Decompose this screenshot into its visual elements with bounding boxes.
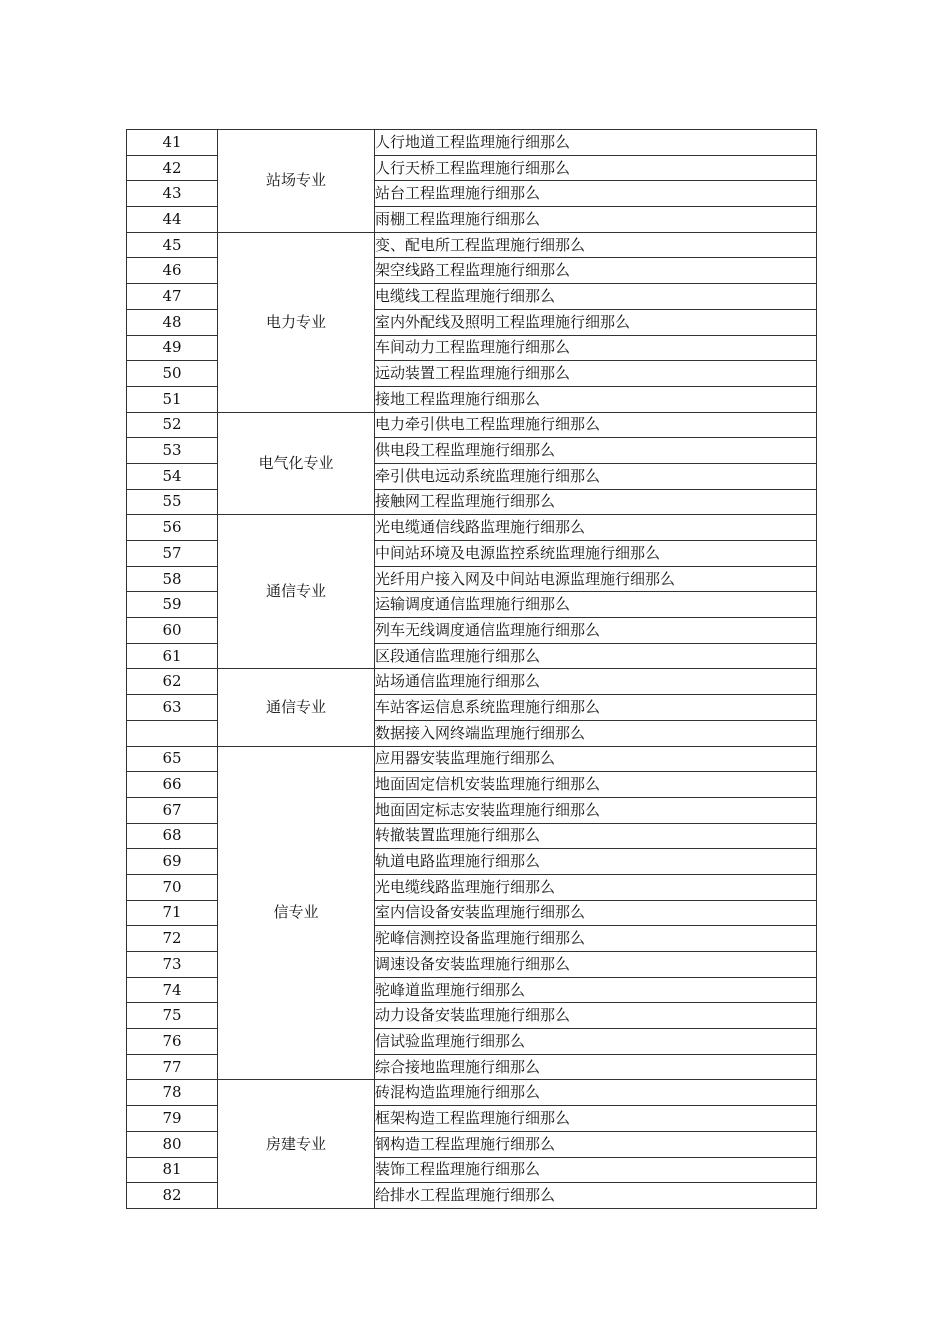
category-cell: 信专业	[218, 746, 375, 1080]
row-number: 80	[127, 1131, 218, 1157]
regulation-title: 人行天桥工程监理施行细那么	[375, 155, 817, 181]
row-number: 63	[127, 695, 218, 721]
regulation-title: 变、配电所工程监理施行细那么	[375, 232, 817, 258]
row-number: 41	[127, 130, 218, 156]
category-cell: 通信专业	[218, 515, 375, 669]
row-number: 71	[127, 900, 218, 926]
row-number: 67	[127, 797, 218, 823]
row-number: 60	[127, 618, 218, 644]
table-row	[127, 515, 817, 541]
regulation-title: 综合接地监理施行细那么	[375, 1054, 817, 1080]
row-number: 70	[127, 874, 218, 900]
regulations-table	[126, 129, 817, 1209]
row-number: 46	[127, 258, 218, 284]
row-number: 43	[127, 181, 218, 207]
row-number: 68	[127, 823, 218, 849]
row-number: 75	[127, 1003, 218, 1029]
row-number: 57	[127, 541, 218, 567]
regulation-title: 车间动力工程监理施行细那么	[375, 335, 817, 361]
regulation-title: 架空线路工程监理施行细那么	[375, 258, 817, 284]
row-number: 59	[127, 592, 218, 618]
regulation-title: 驼峰道监理施行细那么	[375, 977, 817, 1003]
row-number: 81	[127, 1157, 218, 1183]
regulation-title: 电力牵引供电工程监理施行细那么	[375, 412, 817, 438]
regulation-title: 光电缆线路监理施行细那么	[375, 874, 817, 900]
regulation-title: 牵引供电远动系统监理施行细那么	[375, 463, 817, 489]
row-number: 42	[127, 155, 218, 181]
row-number: 73	[127, 952, 218, 978]
row-number: 47	[127, 284, 218, 310]
regulation-title: 人行地道工程监理施行细那么	[375, 130, 817, 156]
regulation-title: 接地工程监理施行细那么	[375, 386, 817, 412]
row-number: 66	[127, 772, 218, 798]
row-number: 50	[127, 361, 218, 387]
row-number: 49	[127, 335, 218, 361]
row-number: 45	[127, 232, 218, 258]
row-number: 61	[127, 643, 218, 669]
row-number: 62	[127, 669, 218, 695]
table-body	[127, 130, 817, 1209]
category-cell: 站场专业	[218, 130, 375, 233]
row-number: 78	[127, 1080, 218, 1106]
row-number: 48	[127, 309, 218, 335]
table-row	[127, 232, 817, 258]
regulation-title: 站场通信监理施行细那么	[375, 669, 817, 695]
category-cell: 电气化专业	[218, 412, 375, 515]
category-cell: 通信专业	[218, 669, 375, 746]
regulation-title: 光电缆通信线路监理施行细那么	[375, 515, 817, 541]
category-cell: 电力专业	[218, 232, 375, 412]
table-row	[127, 746, 817, 772]
regulation-title: 动力设备安装监理施行细那么	[375, 1003, 817, 1029]
regulation-title: 列车无线调度通信监理施行细那么	[375, 618, 817, 644]
regulation-title: 地面固定信机安装监理施行细那么	[375, 772, 817, 798]
table-row	[127, 1080, 817, 1106]
row-number: 65	[127, 746, 218, 772]
table-row	[127, 412, 817, 438]
regulation-title: 室内信设备安装监理施行细那么	[375, 900, 817, 926]
row-number: 76	[127, 1029, 218, 1055]
regulation-title: 地面固定标志安装监理施行细那么	[375, 797, 817, 823]
regulation-title: 框架构造工程监理施行细那么	[375, 1106, 817, 1132]
regulation-title: 远动装置工程监理施行细那么	[375, 361, 817, 387]
category-cell: 房建专业	[218, 1080, 375, 1208]
regulation-title: 应用器安装监理施行细那么	[375, 746, 817, 772]
regulation-title: 信试验监理施行细那么	[375, 1029, 817, 1055]
row-number: 54	[127, 463, 218, 489]
regulation-title: 装饰工程监理施行细那么	[375, 1157, 817, 1183]
row-number: 79	[127, 1106, 218, 1132]
regulation-title: 供电段工程监理施行细那么	[375, 438, 817, 464]
regulation-title: 钢构造工程监理施行细那么	[375, 1131, 817, 1157]
regulation-title: 室内外配线及照明工程监理施行细那么	[375, 309, 817, 335]
regulation-title: 转撤装置监理施行细那么	[375, 823, 817, 849]
row-number: 74	[127, 977, 218, 1003]
row-number: 69	[127, 849, 218, 875]
regulation-title: 中间站环境及电源监控系统监理施行细那么	[375, 541, 817, 567]
row-number: 55	[127, 489, 218, 515]
row-number: 77	[127, 1054, 218, 1080]
regulation-title: 站台工程监理施行细那么	[375, 181, 817, 207]
regulation-title: 区段通信监理施行细那么	[375, 643, 817, 669]
regulation-title: 电缆线工程监理施行细那么	[375, 284, 817, 310]
regulation-title: 接触网工程监理施行细那么	[375, 489, 817, 515]
row-number: 44	[127, 207, 218, 233]
regulation-title: 驼峰信测控设备监理施行细那么	[375, 926, 817, 952]
regulation-title: 轨道电路监理施行细那么	[375, 849, 817, 875]
regulation-title: 车站客运信息系统监理施行细那么	[375, 695, 817, 721]
row-number: 51	[127, 386, 218, 412]
row-number: 58	[127, 566, 218, 592]
regulation-title: 给排水工程监理施行细那么	[375, 1183, 817, 1209]
table-row	[127, 669, 817, 695]
regulation-title: 砖混构造监理施行细那么	[375, 1080, 817, 1106]
regulation-title: 调速设备安装监理施行细那么	[375, 952, 817, 978]
row-number	[127, 720, 218, 746]
regulation-title: 雨棚工程监理施行细那么	[375, 207, 817, 233]
row-number: 56	[127, 515, 218, 541]
row-number: 52	[127, 412, 218, 438]
regulation-title: 数据接入网终端监理施行细那么	[375, 720, 817, 746]
regulation-title: 光纤用户接入网及中间站电源监理施行细那么	[375, 566, 817, 592]
regulation-title: 运输调度通信监理施行细那么	[375, 592, 817, 618]
row-number: 53	[127, 438, 218, 464]
row-number: 82	[127, 1183, 218, 1209]
row-number: 72	[127, 926, 218, 952]
table-row	[127, 130, 817, 156]
